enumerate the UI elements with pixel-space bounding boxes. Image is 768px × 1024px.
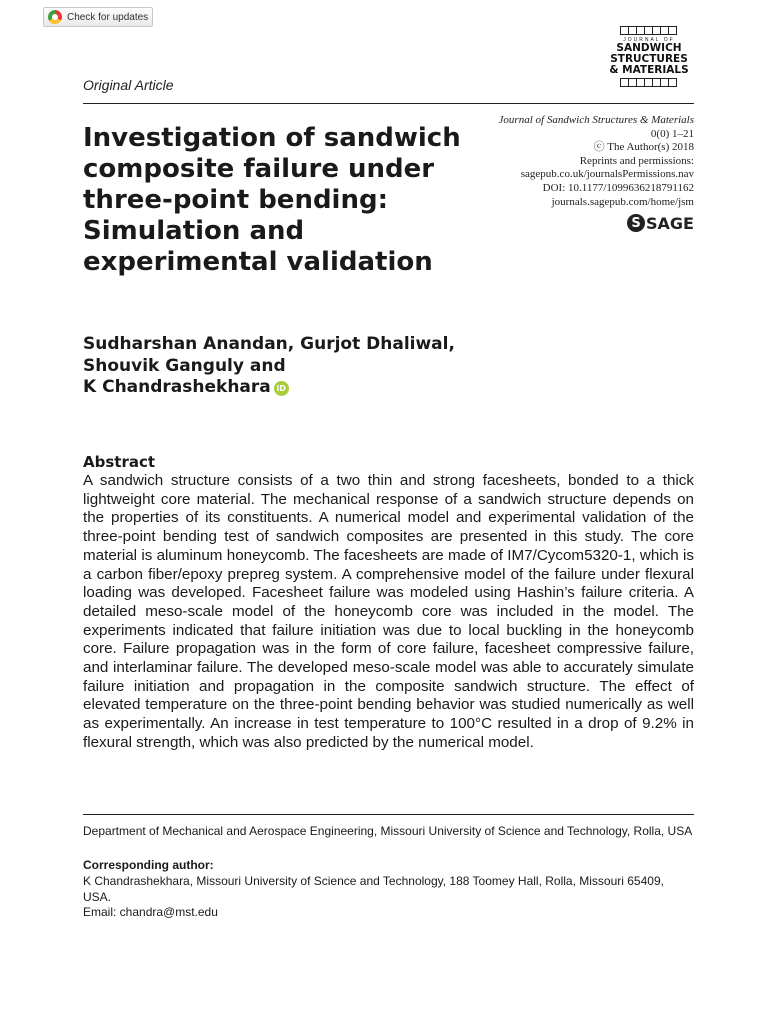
affiliation: Department of Mechanical and Aerospace Engineering, Missouri University of Science and Technology, Rolla, USA — [83, 824, 693, 838]
logo-boxes-top — [603, 26, 695, 35]
journal-logo — [603, 26, 695, 92]
author-chandrashekhara: K Chandrashekhara — [83, 377, 271, 397]
author-line-2: Shouvik Ganguly and — [83, 355, 286, 376]
sage-logo — [627, 212, 694, 234]
corresponding-heading: Corresponding author: — [83, 858, 214, 872]
doi-link[interactable]: DOI: 10.1177/1099636218791162 — [542, 181, 694, 194]
reprints-label: Reprints and permissions: — [579, 154, 694, 167]
logo-boxes-bottom — [603, 78, 695, 87]
sage-label: SAGE — [646, 213, 694, 233]
abstract-heading: Abstract — [83, 453, 156, 471]
header-divider — [83, 103, 694, 104]
author-line-3 — [83, 377, 503, 399]
logo-journal-of: JOURNAL OF — [623, 37, 675, 43]
email-link[interactable]: Email: chandra@mst.edu — [83, 905, 218, 919]
author-line-1: Sudharshan Anandan, Gurjot Dhaliwal, — [83, 334, 455, 354]
sage-s-icon: S — [627, 214, 645, 232]
logo-line-materials: & MATERIALS — [609, 64, 689, 76]
journal-home-link[interactable]: journals.sagepub.com/home/jsm — [551, 195, 694, 208]
footer-divider — [83, 814, 694, 815]
check-for-updates-button[interactable] — [43, 7, 153, 27]
paper-title: Investigation of sandwich composite failure under three-point bending: Simulation and experimental validation — [83, 123, 461, 277]
copyright: ⓒ The Author(s) 2018 — [593, 141, 694, 154]
crossmark-icon — [48, 10, 62, 24]
volume-pages: 0(0) 1–21 — [650, 127, 694, 140]
logo-line-sandwich: SANDWICH — [616, 42, 682, 54]
journal-name: Journal of Sandwich Structures & Materials — [498, 114, 694, 126]
orcid-icon[interactable]: iD — [274, 381, 289, 396]
abstract-text: A sandwich structure consists of a two thin and strong facesheets, bonded to a thick lightweight core material. The mechanical response of a sandwich structure depends on the properties of its constituents. A numerical model and experimental validation of the three-point bending test of sandwich composites are presented in this study. The core material is aluminum honeycomb. The facesheets are made of IM7/Cycom5320-1, which is a carbon fiber/epoxy prepreg system. A comprehensive model of the failure under flexural loading was developed. Facesheet failure was modeled using Hashin’s failure criteria. A detailed meso-scale model of the honeycomb core was included in the model. The experiments indicated that failure initiation was due to local buckling in the honeycomb core. Failure propagation was in the form of core failure, facesheet compressive failure, and interlaminar failure. The developed meso-scale model was able to accurately simulate failure initiation and propagation in the composite sandwich structure. The effect of elevated temperature on the three-point bending behavior was studied numerically as well as experimentally. An increase in test temperature to 100°C resulted in a drop of 9.2% in flexural strength, which was also predicted by the numerical model. — [83, 472, 694, 751]
author-list — [83, 334, 503, 399]
article-type: Original Article — [83, 77, 174, 93]
journal-metadata — [440, 114, 694, 209]
reprints-link[interactable]: sagepub.co.uk/journalsPermissions.nav — [520, 168, 694, 181]
logo-line-structures: STRUCTURES — [610, 53, 688, 65]
check-for-updates-label: Check for updates — [67, 11, 149, 23]
corresponding-author: K Chandrashekhara, Missouri University of Science and Technology, 188 Toomey Hall, Rolla, Missouri 65409, USA. — [83, 874, 664, 904]
